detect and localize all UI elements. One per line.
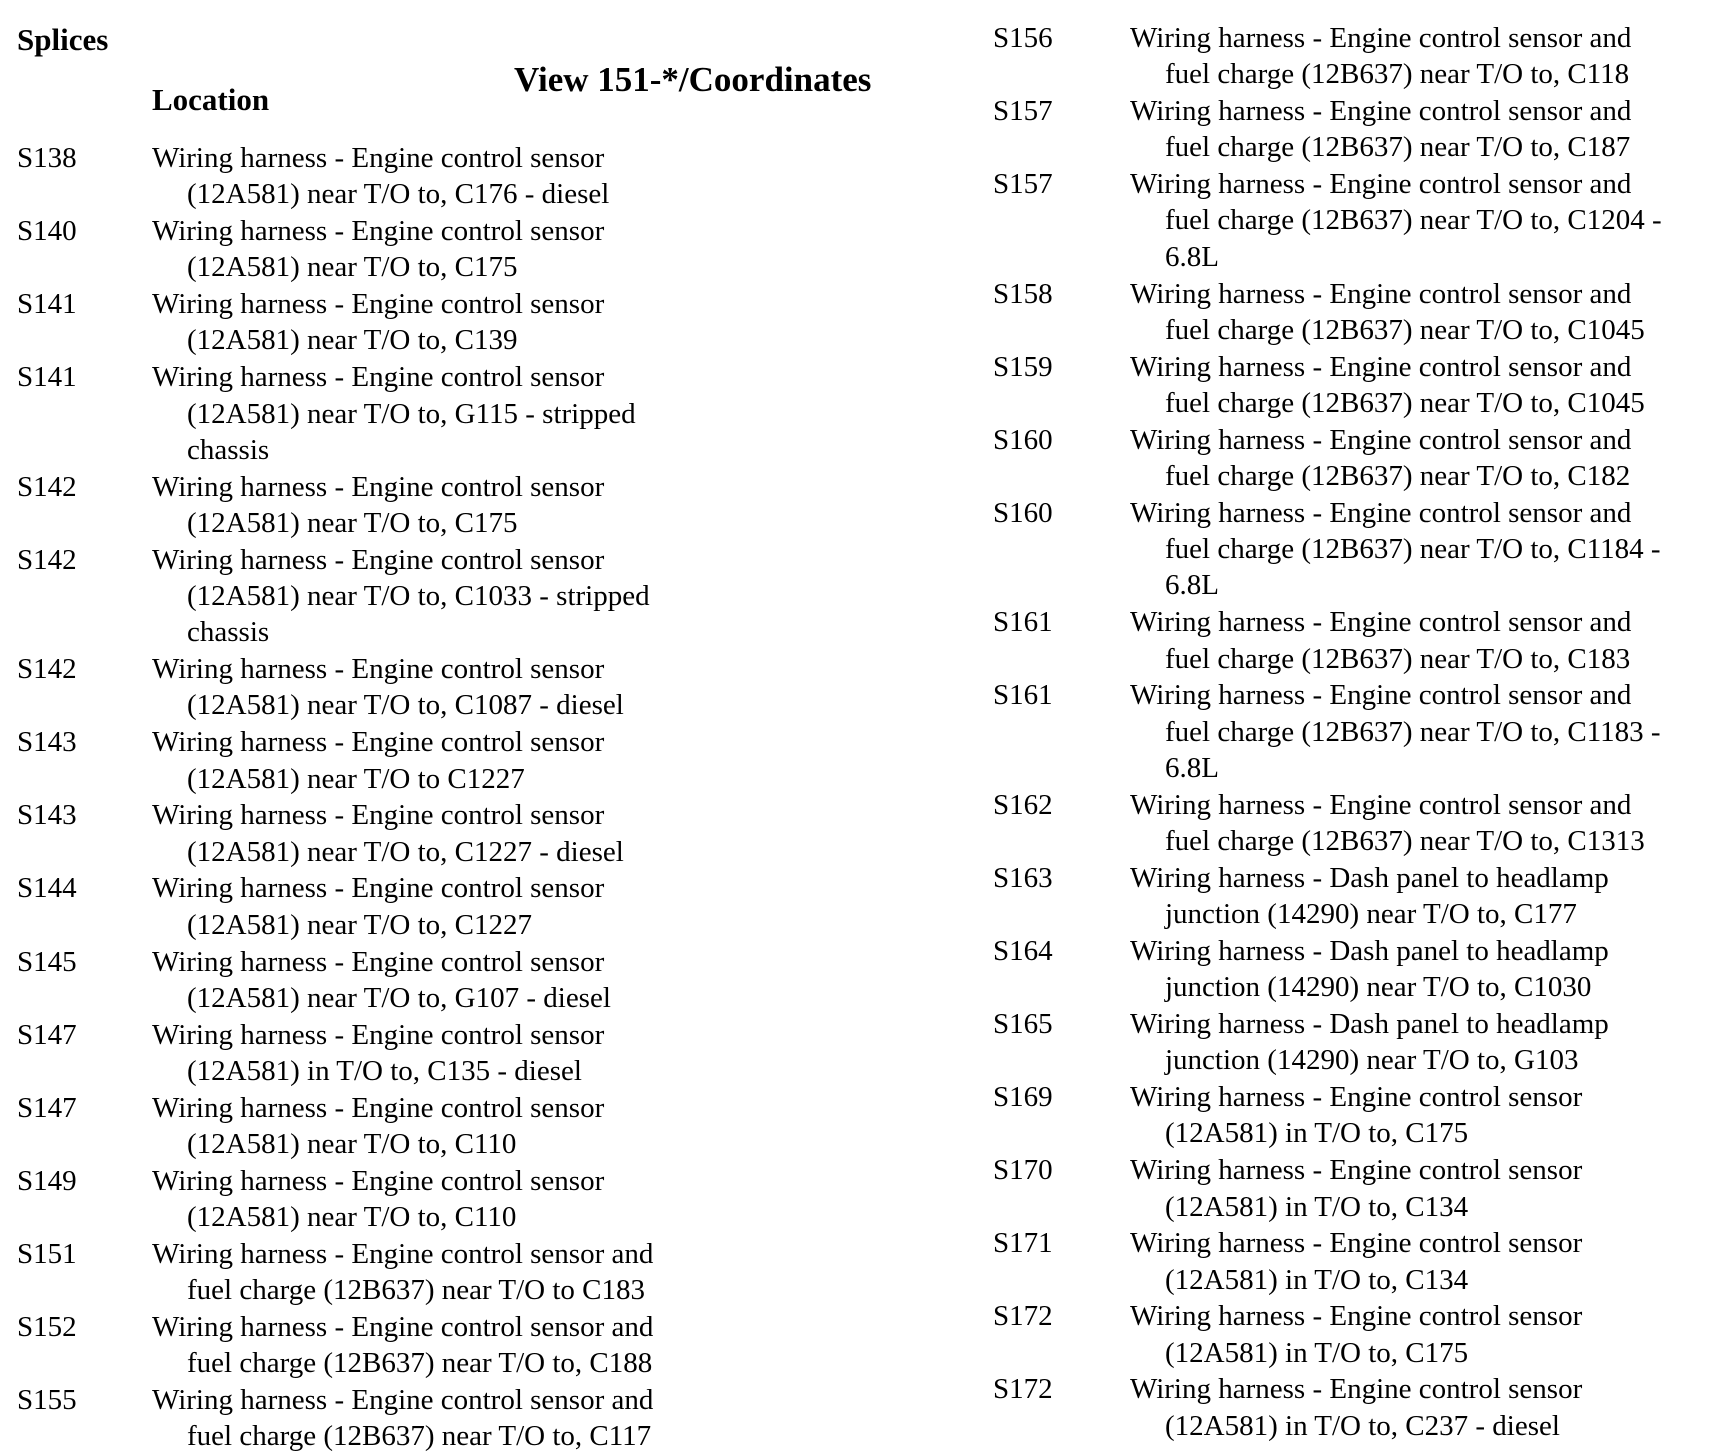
splice-entry (17, 469, 977, 542)
splice-id: S165 (993, 1008, 1053, 1041)
location-line: (12A581) in T/O to, C237 - diesel (1165, 1409, 1560, 1442)
location-line: fuel charge (12B637) near T/O to, C1184 - (1165, 533, 1661, 566)
splice-entry (17, 870, 977, 943)
splice-location (152, 797, 977, 870)
location-line: fuel charge (12B637) near T/O to, C117 (187, 1420, 652, 1453)
splice-id: S161 (993, 606, 1053, 639)
location-line: (12A581) near T/O to, G115 - stripped (187, 397, 636, 430)
splice-entry (993, 166, 1713, 275)
splice-id: S142 (17, 470, 77, 503)
location-line: Wiring harness - Engine control sensor and (152, 1384, 654, 1417)
splice-location (1130, 1006, 1713, 1079)
splice-location (1130, 422, 1713, 495)
splice-location (1130, 933, 1713, 1006)
splice-entry (17, 286, 977, 359)
location-line: (12A581) near T/O to, C139 (187, 324, 518, 357)
splice-entry (993, 860, 1713, 933)
splice-id: S149 (17, 1164, 77, 1197)
splice-entry (993, 495, 1713, 604)
location-line: Wiring harness - Engine control sensor (152, 726, 605, 759)
splice-entry (17, 1090, 977, 1163)
location-line: 6.8L (1165, 569, 1219, 602)
splice-id: S143 (17, 799, 77, 832)
location-line: (12A581) near T/O to, C110 (187, 1128, 517, 1161)
location-line: Wiring harness - Engine control sensor and (1130, 496, 1632, 529)
location-line: Wiring harness - Dash panel to headlamp (1130, 1008, 1609, 1041)
location-line: junction (14290) near T/O to, C177 (1165, 898, 1577, 931)
location-line: junction (14290) near T/O to, G103 (1165, 1044, 1579, 1077)
location-line: Wiring harness - Engine control sensor and (1130, 350, 1632, 383)
location-line: Wiring harness - Engine control sensor (152, 215, 605, 248)
location-line: fuel charge (12B637) near T/O to C183 (187, 1274, 645, 1307)
location-line: fuel charge (12B637) near T/O to, C183 (1165, 642, 1631, 675)
splice-location (152, 1163, 977, 1236)
location-line: (12A581) near T/O to, C176 - diesel (187, 178, 610, 211)
splice-location (152, 286, 977, 359)
splice-entry (17, 651, 977, 724)
location-line: Wiring harness - Engine control sensor and (1130, 679, 1632, 712)
splice-id: S169 (993, 1081, 1053, 1114)
splice-entry (993, 1298, 1713, 1371)
location-line: (12A581) near T/O to, C1087 - diesel (187, 689, 624, 722)
splice-id: S172 (993, 1373, 1053, 1406)
left-column (17, 140, 977, 1455)
splice-location (1130, 1079, 1713, 1152)
splice-entry (993, 1006, 1713, 1079)
location-line: (12A581) in T/O to, C134 (1165, 1263, 1469, 1296)
location-line: (12A581) in T/O to, C134 (1165, 1190, 1469, 1223)
splice-entry (17, 359, 977, 468)
location-line: Wiring harness - Engine control sensor and (1130, 95, 1632, 128)
splice-entry (17, 1309, 977, 1382)
location-line: Wiring harness - Engine control sensor and (1130, 277, 1632, 310)
splice-entry (993, 1079, 1713, 1152)
splice-entry (993, 276, 1713, 349)
splice-entry (17, 213, 977, 286)
location-line: fuel charge (12B637) near T/O to, C188 (187, 1347, 653, 1380)
splice-location (152, 542, 977, 651)
splice-entry (993, 787, 1713, 860)
splice-id: S157 (993, 95, 1053, 128)
splice-location (152, 469, 977, 542)
splice-id: S161 (993, 679, 1053, 712)
splice-id: S142 (17, 543, 77, 576)
location-line: (12A581) in T/O to, C175 (1165, 1117, 1469, 1150)
location-line: Wiring harness - Engine control sensor (152, 1164, 605, 1197)
location-line: Wiring harness - Engine control sensor (152, 945, 605, 978)
location-line: Wiring harness - Dash panel to headlamp (1130, 934, 1609, 967)
location-line: fuel charge (12B637) near T/O to, C1204 - (1165, 204, 1662, 237)
splice-id: S164 (993, 934, 1053, 967)
splice-location (152, 1017, 977, 1090)
location-line: Wiring harness - Engine control sensor and (152, 1311, 654, 1343)
location-line: Wiring harness - Engine control sensor (152, 799, 605, 832)
location-line: Wiring harness - Engine control sensor (1130, 1227, 1583, 1260)
splice-entry (993, 93, 1713, 166)
splices-heading: Splices (17, 22, 109, 57)
splice-id: S172 (993, 1300, 1053, 1333)
splice-location (1130, 1298, 1713, 1371)
splice-entry (17, 542, 977, 651)
splice-id: S158 (993, 277, 1053, 310)
location-line: Wiring harness - Engine control sensor (152, 1018, 605, 1051)
splice-location (1130, 349, 1713, 422)
splice-location (152, 651, 977, 724)
splice-id: S159 (993, 350, 1053, 383)
splice-id: S142 (17, 653, 77, 686)
location-line: Wiring harness - Engine control sensor (152, 1091, 605, 1124)
splice-id: S155 (17, 1384, 77, 1417)
location-line: Wiring harness - Engine control sensor (152, 872, 605, 905)
splice-entry (17, 1236, 977, 1309)
location-line: Wiring harness - Engine control sensor (1130, 1300, 1583, 1333)
splice-location (152, 724, 977, 797)
splice-entry (17, 944, 977, 1017)
splice-id: S138 (17, 142, 77, 174)
location-line: (12A581) near T/O to, G107 - diesel (187, 981, 611, 1014)
splice-entry (993, 1152, 1713, 1225)
location-line: Wiring harness - Engine control sensor and (1130, 606, 1632, 639)
splice-id: S145 (17, 945, 77, 978)
splice-id: S156 (993, 22, 1053, 54)
splice-entry (17, 1017, 977, 1090)
right-column (993, 20, 1713, 1445)
location-line: 6.8L (1165, 240, 1219, 273)
location-line: Wiring harness - Engine control sensor (1130, 1154, 1583, 1187)
view-coordinates-heading: View 151-*/Coordinates (514, 60, 872, 99)
splice-id: S152 (17, 1311, 77, 1343)
splice-location (152, 870, 977, 943)
splice-location (1130, 20, 1713, 93)
splice-id: S171 (993, 1227, 1053, 1260)
splice-entry (993, 677, 1713, 786)
location-line: Wiring harness - Engine control sensor and (152, 1237, 654, 1270)
splice-location (1130, 276, 1713, 349)
splice-entry (993, 1371, 1713, 1444)
splice-entry (17, 1382, 977, 1455)
splice-location (1130, 1152, 1713, 1225)
location-line: Wiring harness - Engine control sensor (152, 653, 605, 686)
splice-location (152, 1090, 977, 1163)
splice-entry (993, 1225, 1713, 1298)
location-line: (12A581) near T/O to, C1033 - stripped (187, 580, 650, 613)
location-line: Wiring harness - Engine control sensor (1130, 1373, 1583, 1406)
splice-location (152, 944, 977, 1017)
location-line: fuel charge (12B637) near T/O to, C1183 - (1165, 715, 1661, 748)
location-line: fuel charge (12B637) near T/O to, C182 (1165, 460, 1631, 493)
location-line: Wiring harness - Engine control sensor (152, 470, 605, 503)
splice-location (152, 1382, 977, 1455)
location-line: Wiring harness - Engine control sensor and (1130, 788, 1632, 821)
splice-location (1130, 1225, 1713, 1298)
splice-entry (993, 422, 1713, 495)
location-line: Wiring harness - Engine control sensor (1130, 1081, 1583, 1114)
splice-id: S170 (993, 1154, 1053, 1187)
splice-location (1130, 1371, 1713, 1444)
splice-id: S141 (17, 361, 77, 394)
location-line: Wiring harness - Engine control sensor (152, 543, 605, 576)
location-line: (12A581) in T/O to, C175 (1165, 1336, 1469, 1369)
splice-id: S160 (993, 496, 1053, 529)
splice-location (152, 1236, 977, 1309)
splice-location (1130, 166, 1713, 275)
location-line: Wiring harness - Engine control sensor (152, 361, 605, 394)
location-line: (12A581) in T/O to, C135 - diesel (187, 1054, 582, 1087)
splice-entry (993, 349, 1713, 422)
location-line: Wiring harness - Engine control sensor (152, 142, 605, 174)
splice-id: S144 (17, 872, 77, 905)
location-line: junction (14290) near T/O to, C1030 (1165, 971, 1592, 1004)
splice-location (152, 1309, 977, 1382)
splice-id: S143 (17, 726, 77, 759)
splice-id: S147 (17, 1018, 77, 1051)
location-line: fuel charge (12B637) near T/O to, C187 (1165, 131, 1631, 164)
splice-id: S160 (993, 423, 1053, 456)
splice-entry (17, 140, 977, 213)
location-line: (12A581) near T/O to C1227 (187, 762, 525, 795)
splice-id: S163 (993, 861, 1053, 894)
location-heading: Location (152, 82, 270, 117)
splice-id: S162 (993, 788, 1053, 821)
location-line: Wiring harness - Engine control sensor and (1130, 168, 1632, 201)
splice-entry (17, 797, 977, 870)
location-line: fuel charge (12B637) near T/O to, C1045 (1165, 313, 1645, 346)
location-line: Wiring harness - Engine control sensor and (1130, 22, 1632, 54)
splice-entry (17, 724, 977, 797)
location-line: (12A581) near T/O to, C175 (187, 251, 518, 284)
splice-id: S140 (17, 215, 77, 248)
splice-entry (993, 604, 1713, 677)
location-line: chassis (187, 433, 270, 466)
location-line: (12A581) near T/O to, C110 (187, 1201, 517, 1234)
splice-entry (993, 20, 1713, 93)
location-line: (12A581) near T/O to, C1227 (187, 908, 532, 941)
splice-id: S157 (993, 168, 1053, 201)
location-line: Wiring harness - Engine control sensor (152, 288, 605, 321)
location-line: Wiring harness - Engine control sensor and (1130, 423, 1632, 456)
location-line: (12A581) near T/O to, C1227 - diesel (187, 835, 624, 868)
splice-location (1130, 93, 1713, 166)
splice-location (1130, 677, 1713, 786)
splice-id: S151 (17, 1237, 77, 1270)
splice-location (152, 213, 977, 286)
location-line: 6.8L (1165, 751, 1219, 784)
splice-location (152, 359, 977, 468)
location-line: (12A581) near T/O to, C175 (187, 506, 518, 539)
splice-entry (17, 1163, 977, 1236)
splice-entry (993, 933, 1713, 1006)
location-line: Wiring harness - Dash panel to headlamp (1130, 861, 1609, 894)
splice-location (1130, 604, 1713, 677)
location-line: fuel charge (12B637) near T/O to, C1045 (1165, 386, 1645, 419)
splice-id: S147 (17, 1091, 77, 1124)
location-line: fuel charge (12B637) near T/O to, C118 (1165, 58, 1630, 91)
splice-id: S141 (17, 288, 77, 321)
location-line: chassis (187, 616, 270, 649)
splice-location (1130, 860, 1713, 933)
splice-location (1130, 495, 1713, 604)
splice-location (152, 140, 977, 213)
location-line: fuel charge (12B637) near T/O to, C1313 (1165, 825, 1645, 858)
splice-location (1130, 787, 1713, 860)
